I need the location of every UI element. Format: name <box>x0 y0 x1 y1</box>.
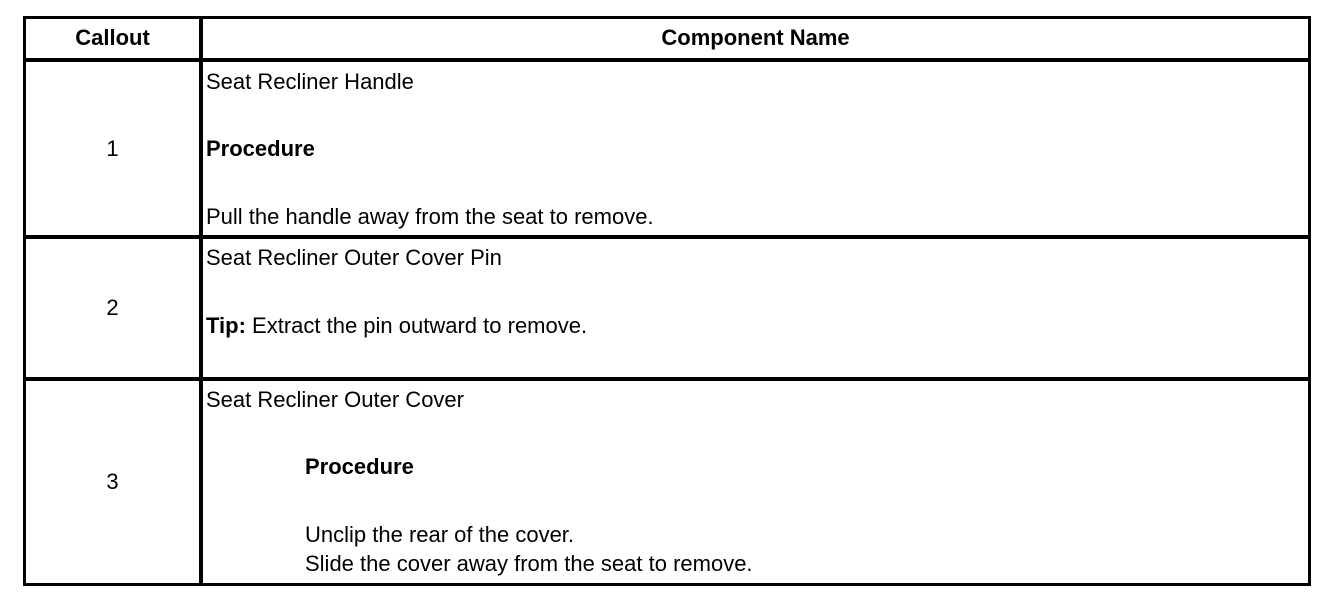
procedure-step: Unclip the rear of the cover. <box>305 522 575 547</box>
column-divider <box>199 19 203 583</box>
tip-line <box>206 313 587 339</box>
header-component-name: Component Name <box>661 25 850 50</box>
tip-text: Extract the pin outward to remove. <box>245 313 588 338</box>
procedure-step: Slide the cover away from the seat to remove. <box>305 551 753 576</box>
procedure-heading: Procedure <box>305 454 414 479</box>
procedure-step: Pull the handle away from the seat to remove. <box>206 204 654 229</box>
component-name: Seat Recliner Outer Cover Pin <box>206 245 502 270</box>
callout-number: 1 <box>106 136 119 161</box>
component-name: Seat Recliner Outer Cover <box>206 387 464 412</box>
callout-number: 2 <box>106 295 119 320</box>
row-divider <box>26 235 1308 239</box>
component-table <box>23 16 1311 586</box>
component-name: Seat Recliner Handle <box>206 69 414 94</box>
tip-label: Tip: <box>206 313 246 338</box>
header-callout: Callout <box>75 25 150 50</box>
procedure-heading: Procedure <box>206 136 315 161</box>
header-divider <box>26 58 1308 62</box>
callout-number: 3 <box>106 469 119 494</box>
row-divider <box>26 377 1308 381</box>
